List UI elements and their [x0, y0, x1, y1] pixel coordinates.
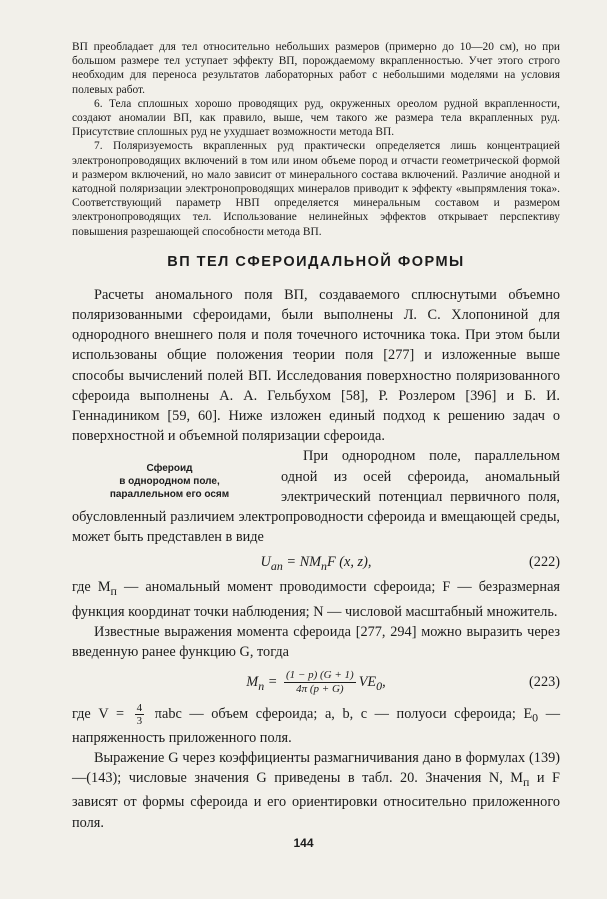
main-body — [72, 285, 560, 833]
equation-222-number: (222) — [529, 554, 560, 571]
equation-223-number: (223) — [529, 674, 560, 691]
top-small-text — [72, 40, 560, 239]
paragraph-6: 6. Тела сплошных хорошо проводящих руд, окруженных ореолом рудной вкрапленности, создают аномалии ВП, как правило, выше, чем такого же размера тела вкрапленных руд. Присутствие сплошных руд не ухудшает возможности метода ВП. — [72, 97, 560, 139]
equation-222-formula: $U_{ап} = NM_пF$ (x, z), — [260, 554, 372, 574]
eq222-explanation: где $M_п$ — аномальный момент проводимости сфероида; F — безразмерная функция координат точки наблюдения; N — числовой масштабный множитель. — [72, 579, 560, 620]
uniform-field-paragraph: При однородном поле, параллельном одной из осей сфероида, аномальный электрический потенциал первичного поля, обусловленный различием электропроводности сфероида и вмещающей среды, может быть представлен в виде — [72, 448, 560, 546]
four-thirds-fraction: $\frac{4}{3}$ — [136, 702, 143, 728]
before-eq223-paragraph: Известные выражения момента сфероида [277, 294] можно выразить через введенную ранее функцию G, тогда — [72, 623, 560, 660]
equation-223 — [72, 662, 560, 702]
equation-223-formula: $M_п$ = $\frac{(1 - p) (G + 1)}{4\pi (p + G)}$ $VE_0$, — [246, 669, 386, 696]
paragraph-5-tail: ВП преобладает для тел относительно небольших размеров (примерно до 10—20 см), но при большом размере тел уступает эффекту ВП, порождаемому вкрапленностью. Учет этого строго необходим для переноса результатов лабораторных работ с небольшими моделями на условия полевых работ. — [72, 41, 560, 96]
book-page — [72, 40, 560, 833]
intro-paragraph: Расчеты аномального поля ВП, создаваемого сплюснутыми объемно поляризованными сфероидами, были выполнены Л. С. Хлопониной для однородного внешнего поля и поля точечного источника тока. При этом были использованы общие положения теории поля [277] и изложенные выше способы вычислений полей ВП. Исследования поверхностно поляризованного сфероида выполнены А. А. Гельбухом [58], Р. Розлером [396] и Б. И. Геннадиником [59, 60]. Ниже изложен единый подход к решению задач о поверхностной и объемной поляризации сфероида. — [72, 286, 560, 445]
caption-line-3: параллельном его осям — [109, 489, 230, 501]
caption-line-1: Сфероид — [146, 463, 193, 475]
equation-223-fraction: $\frac{(1 - p) (G + 1)}{4\pi (p + G)}$ — [285, 669, 354, 696]
paragraph-7: 7. Поляризуемость вкрапленных руд практически определяется лишь концентрацией электронопроводящих включений в том или ином объеме пород и отчасти геометрической формой и размером включений, но мало зависит от минерального состава включений. Различие анодной и катодной поляризации электронопроводящих минералов приводит к эффекту «выпрямления тока». Соответствующий параметр НВП определяется минеральным составом и размером электронопроводящих тел. Использование нелинейных эффектов открывает перспективу повышения разрешающей способности метода ВП. — [72, 140, 560, 238]
section-heading: ВП ТЕЛ СФЕРОИДАЛЬНОЙ ФОРМЫ — [167, 253, 465, 270]
equation-222 — [72, 547, 560, 577]
subsection-block — [72, 446, 560, 547]
last-paragraph: Выражение G через коэффициенты размагничивания дано в формулах (139)—(143); числовые значения G приведены в табл. 20. Значения N, $M_п$ и F зависят от формы сфероида и его ориентировки относительно приложенного поля. — [72, 750, 560, 831]
page-number: 144 — [293, 836, 314, 850]
volume-definition: где V = $\frac{4}{3}$ πabc — объем сфероида; a, b, c — полуоси сфероида; $E_0$ — напряженность приложенного поля. — [72, 702, 561, 746]
caption-line-2: в однородном поле, — [119, 476, 220, 488]
subsection-caption — [72, 462, 267, 501]
